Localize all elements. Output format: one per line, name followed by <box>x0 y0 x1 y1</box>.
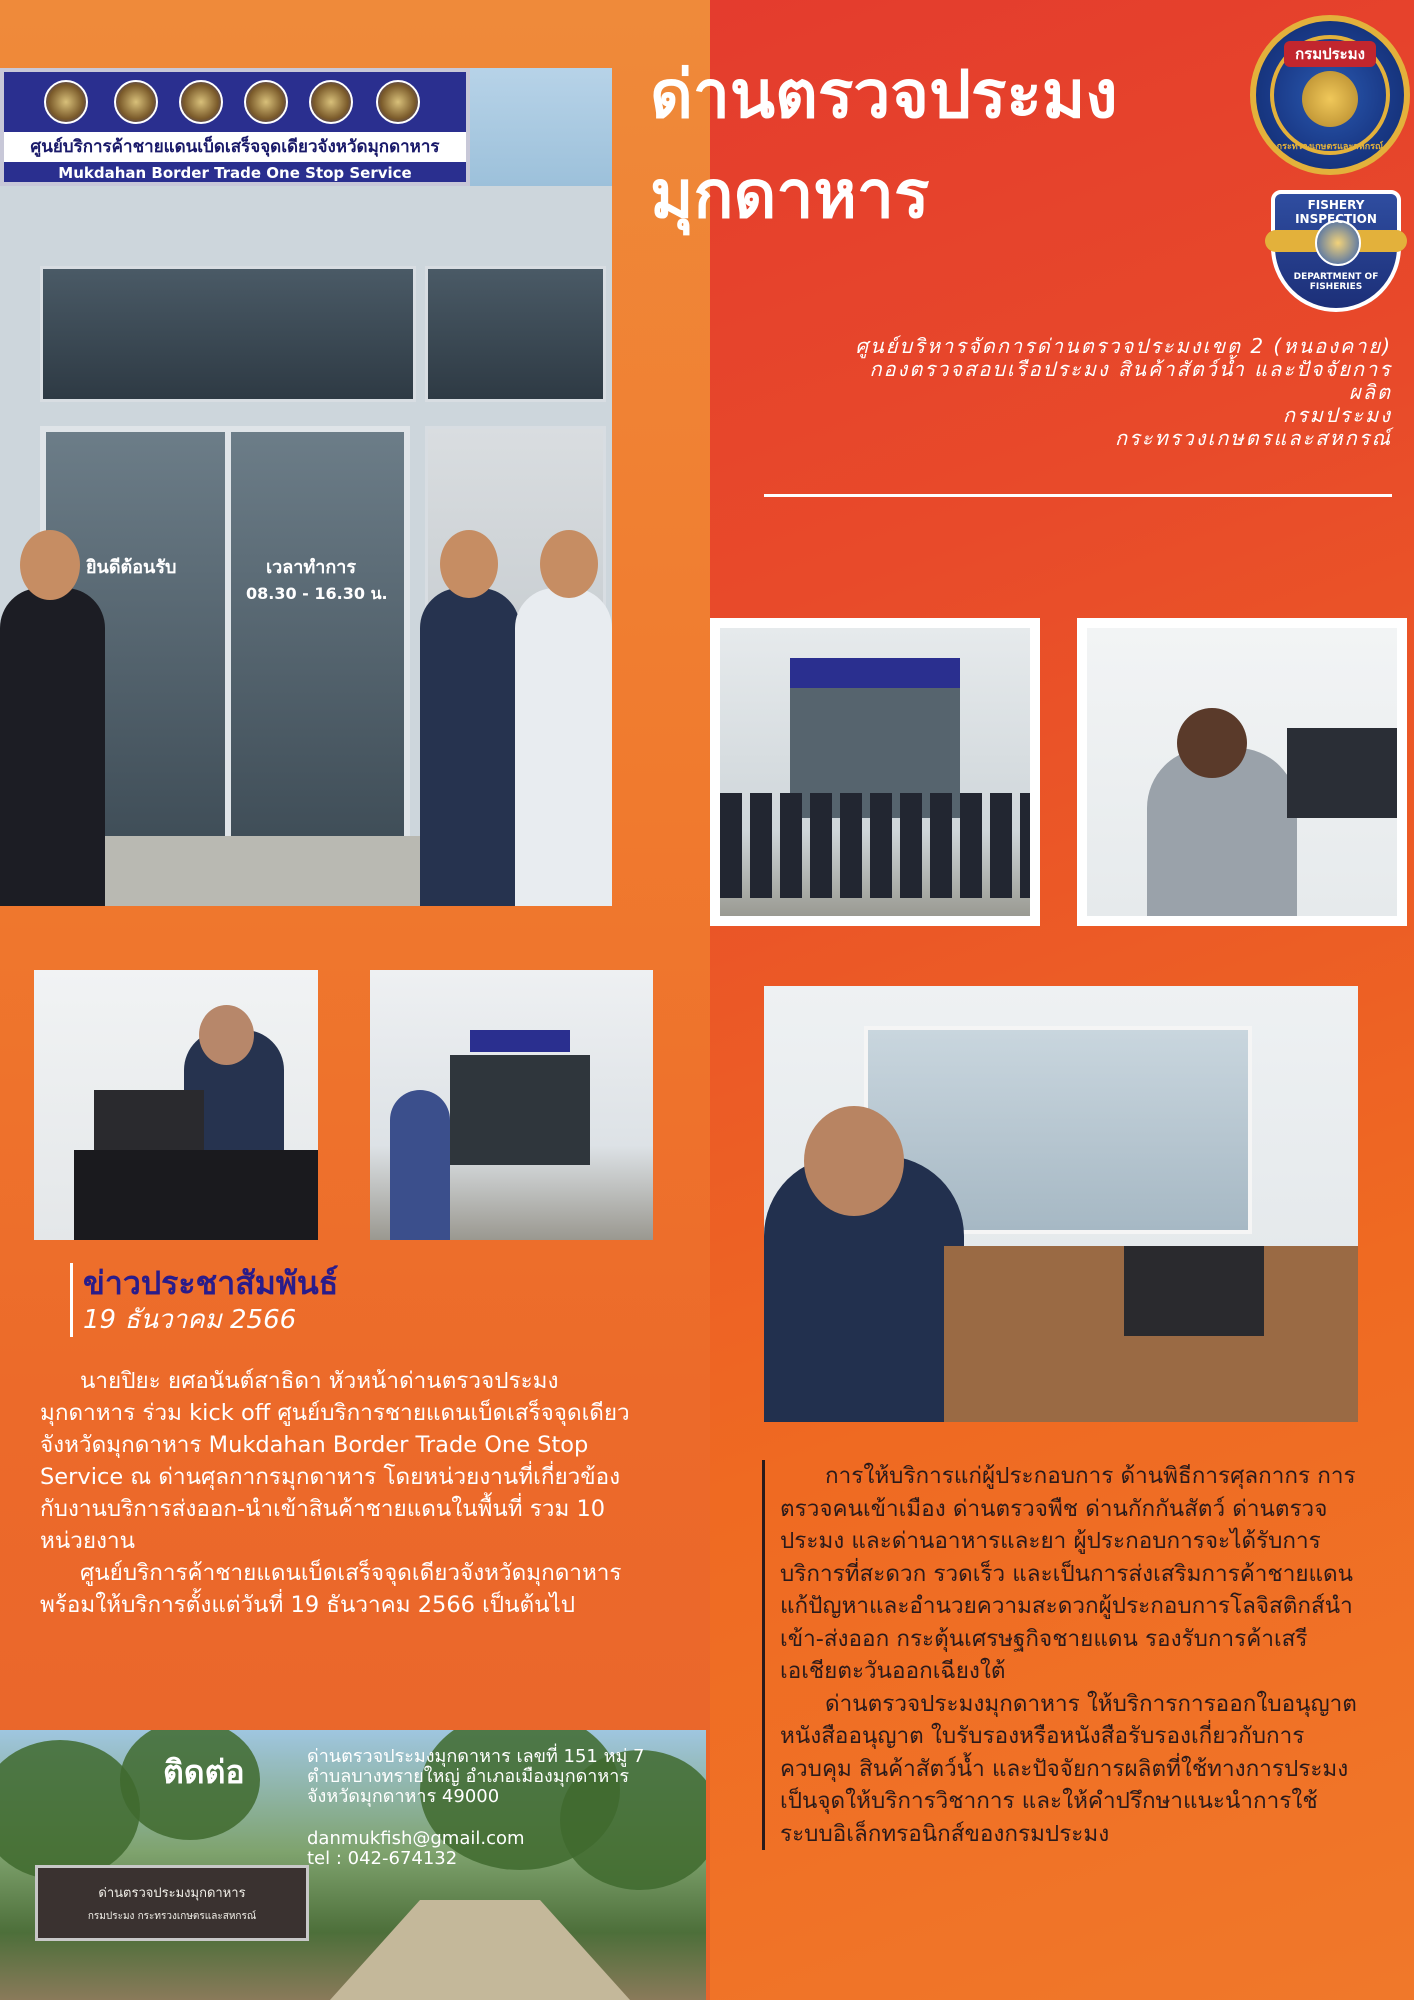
agency-seal-icon <box>114 80 158 124</box>
office-sign-text: ด่านตรวจประมงมุกดาหาร <box>98 1886 246 1901</box>
fishery-inspection-logo <box>1265 190 1407 315</box>
office-interior-photo <box>764 986 1358 1422</box>
contact-phone[interactable]: tel : 042-674132 <box>307 1848 458 1869</box>
group-photo <box>710 618 1040 926</box>
agency-subtitle <box>640 335 1392 450</box>
service-paragraph: การให้บริการแก่ผู้ประกอบการ ด้านพิธีการศุลกากร การตรวจคนเข้าเมือง ด่านตรวจพืช ด่านกักกันสัตว์ ด่านตรวจประมง และด่านอาหารและยา ผู้ประกอบการจะได้รับการบริการที่สะดวก รวดเร็ว และเป็นการส่งเสริมการค้าชายแดน แก้ปัญหาและอำนวยความสะดวกผู้ประกอบการโลจิสติกส์นำเข้า-ส่งออก กระตุ้นเศรษฐกิจชายแดน รองรับการค้าเสรีเอเชียตะวันออกเฉียงใต้ <box>780 1463 1356 1684</box>
fishery-logo-bottom-text: DEPARTMENT OF FISHERIES <box>1293 272 1379 292</box>
title-line-1: ด่านตรวจประมง <box>650 56 1118 133</box>
service-description <box>762 1460 1362 1850</box>
subtitle-line: กรมประมง <box>1282 403 1392 427</box>
logo-top-text: กรมประมง <box>1284 41 1376 67</box>
news-paragraph: ศูนย์บริการค้าชายแดนเบ็ดเสร็จจุดเดียวจังหวัดมุกดาหาร พร้อมให้บริการตั้งแต่วันที่ 19 ธันวาคม 2566 เป็นต้นไป <box>40 1560 622 1618</box>
subtitle-line: ศูนย์บริหารจัดการด่านตรวจประมงเขต 2 (หนองคาย) <box>855 334 1392 358</box>
door-hours-label: เวลาทำการ <box>266 557 357 578</box>
contact-heading: ติดต่อ <box>163 1753 245 1791</box>
window <box>425 266 606 402</box>
address-line: ด่านตรวจประมงมุกดาหาร เลขที่ 151 หมู่ 7 <box>307 1746 645 1767</box>
service-paragraph: ด่านตรวจประมงมุกดาหาร ให้บริการการออกใบอนุญาต หนังสืออนุญาต ใบรับรองหรือหนังสือรับรองเกี่ยวกับการควบคุม สินค้าสัตว์น้ำ และปัจจัยการผลิตที่ใช้ทางการประมง เป็นจุดให้บริการวิชาการ และให้คำปรึกษาแนะนำการใช้ระบบอิเล็กทรอนิกส์ของกรมประมง <box>780 1690 1357 1847</box>
address-line: ตำบลบางทรายใหญ่ อำเภอเมืองมุกดาหาร <box>307 1766 630 1787</box>
subtitle-line: กระทรวงเกษตรและสหกรณ์ <box>1114 426 1392 450</box>
officer-head <box>540 530 598 598</box>
news-date: 19 ธันวาคม 2566 <box>83 1305 297 1335</box>
sign-thai-text: ศูนย์บริการค้าชายแดนเบ็ดเสร็จจุดเดียวจังหวัดมุกดาหาร <box>4 132 466 162</box>
page-title <box>650 45 1210 245</box>
service-counter-photo <box>1077 618 1407 926</box>
contact-email[interactable]: danmukfish@gmail.com <box>307 1828 525 1849</box>
address-line: จังหวัดมุกดาหาร 49000 <box>307 1786 500 1807</box>
emblem-icon <box>1302 71 1358 127</box>
logo-bottom-text: กระทรวงเกษตรและสหกรณ์ <box>1276 142 1384 152</box>
office-sign-subtext: กรมประมง กระทรวงเกษตรและสหกรณ์ <box>87 1911 257 1922</box>
main-photo <box>0 68 612 906</box>
subtitle-line: ผลิต <box>1349 380 1392 404</box>
officer-head <box>20 530 80 600</box>
agency-seal-icon <box>309 80 353 124</box>
one-stop-service-sign <box>0 68 470 186</box>
emblem-icon <box>1315 220 1361 266</box>
door-welcome-text: ยินดีต้อนรับ <box>86 557 177 578</box>
building-entrance-photo <box>370 970 653 1240</box>
contact-details <box>307 1747 687 1869</box>
agency-seal-icon <box>179 80 223 124</box>
agency-seal-icon <box>376 80 420 124</box>
subtitle-line: กองตรวจสอบเรือประมง สินค้าสัตว์น้ำ และปัจจัยการ <box>869 357 1392 381</box>
officer-figure <box>420 588 520 906</box>
news-heading-block <box>70 1263 338 1337</box>
office-sign <box>35 1865 309 1941</box>
news-heading: ข่าวประชาสัมพันธ์ <box>83 1264 339 1302</box>
news-body <box>40 1365 640 1621</box>
officer-at-desk-photo <box>34 970 318 1240</box>
department-of-fisheries-logo <box>1250 15 1410 175</box>
sign-english-text: Mukdahan Border Trade One Stop Service <box>58 164 412 182</box>
news-paragraph: นายปิยะ ยศอนันต์สาธิดา หัวหน้าด่านตรวจประมงมุกดาหาร ร่วม kick off ศูนย์บริการชายแดนเบ็ดเสร็จจุดเดียวจังหวัดมุกดาหาร Mukdahan Border Trade One Stop Service ณ ด่านศุลกากรมุกดาหาร โดยหน่วยงานที่เกี่ยวข้องกับงานบริการส่งออก-นำเข้าสินค้าชายแดนในพื้นที่ รวม 10 หน่วยงาน <box>40 1368 630 1554</box>
fishery-logo-top-text: FISHERY INSPECTION <box>1295 198 1377 226</box>
divider <box>764 494 1392 497</box>
officer-figure <box>515 588 612 906</box>
agency-seal-icon <box>244 80 288 124</box>
officer-figure <box>0 588 105 906</box>
title-line-2: มุกดาหาร <box>650 156 930 233</box>
window <box>40 266 416 402</box>
officer-head <box>440 530 498 598</box>
agency-seal-icon <box>44 80 88 124</box>
door-hours-text: 08.30 - 16.30 น. <box>246 584 388 603</box>
